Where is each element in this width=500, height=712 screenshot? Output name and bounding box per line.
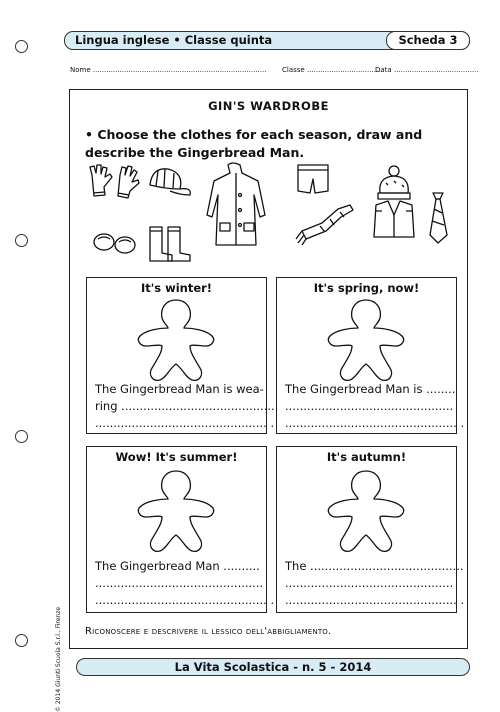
gingerbread-outline-icon: [134, 469, 218, 555]
gloves-icon: [90, 165, 139, 198]
answer-line[interactable]: ............................................... .: [95, 416, 275, 430]
copyright-text: © 2014 Giunti Scuola S.r.l., Firenze: [55, 606, 62, 712]
sheet-label: Scheda 3: [386, 31, 470, 50]
answer-line[interactable]: ring ...........................................: [95, 399, 279, 413]
season-box-winter: [86, 277, 279, 434]
clothes-illustrations: [70, 165, 467, 270]
learning-objective: Riconoscere e descrivere il lessico dell'abbigliamento.: [85, 626, 332, 637]
season-heading: It's winter!: [140, 281, 213, 295]
raincoat-icon: [207, 163, 265, 245]
binder-hole: [15, 634, 28, 647]
season-heading: It's spring, now!: [313, 281, 420, 295]
answer-line[interactable]: ..............................................: [285, 576, 454, 590]
season-box-summer: [86, 446, 275, 613]
class-field[interactable]: Classe ..................................: [282, 66, 383, 74]
boots-icon: [150, 227, 190, 261]
worksheet-frame: [69, 89, 468, 649]
tie-icon: [430, 193, 447, 243]
slippers-icon: [94, 234, 135, 253]
answer-line[interactable]: ............................................... .: [285, 416, 465, 430]
shorts-icon: [298, 165, 328, 193]
answer-line[interactable]: ..............................................: [285, 399, 454, 413]
gingerbread-outline-icon: [324, 469, 408, 555]
season-box-spring: [276, 277, 465, 434]
answer-line[interactable]: ............................................... .: [285, 593, 465, 607]
worksheet-title: GIN'S WARDROBE: [208, 99, 329, 113]
name-field[interactable]: Nome ..............................................................................: [70, 66, 267, 74]
binder-hole: [15, 234, 28, 247]
date-field[interactable]: Data ......................................: [375, 66, 479, 74]
answer-line: The Gingerbread Man is wea-: [95, 382, 264, 396]
scarf-icon: [296, 205, 353, 245]
season-heading: It's autumn!: [326, 450, 407, 464]
binder-hole: [15, 40, 28, 53]
instructions: • Choose the clothes for each season, draw and describe the Gingerbread Man.: [85, 127, 423, 160]
season-box-autumn: [276, 446, 465, 613]
gingerbread-outline-icon: [134, 298, 218, 384]
answer-line: The ..........................................: [285, 559, 464, 573]
answer-line[interactable]: ............................................... .: [95, 593, 275, 607]
subject-label: Lingua inglese • Classe quinta: [75, 33, 273, 47]
header-bar: [64, 31, 470, 50]
gingerbread-outline-icon: [324, 298, 408, 384]
beanie-icon: [378, 166, 410, 199]
answer-line[interactable]: ..............................................: [95, 576, 264, 590]
vest-icon: [374, 201, 414, 237]
season-heading: Wow! It's summer!: [115, 450, 238, 464]
cap-icon: [150, 169, 190, 195]
student-fields: [70, 66, 479, 78]
binder-hole: [15, 430, 28, 443]
copyright-vertical: [55, 606, 68, 712]
answer-line: The Gingerbread Man is ........: [285, 382, 456, 396]
answer-line: The Gingerbread Man ..........: [95, 559, 260, 573]
footer-bar: La Vita Scolastica - n. 5 - 2014: [76, 658, 470, 676]
